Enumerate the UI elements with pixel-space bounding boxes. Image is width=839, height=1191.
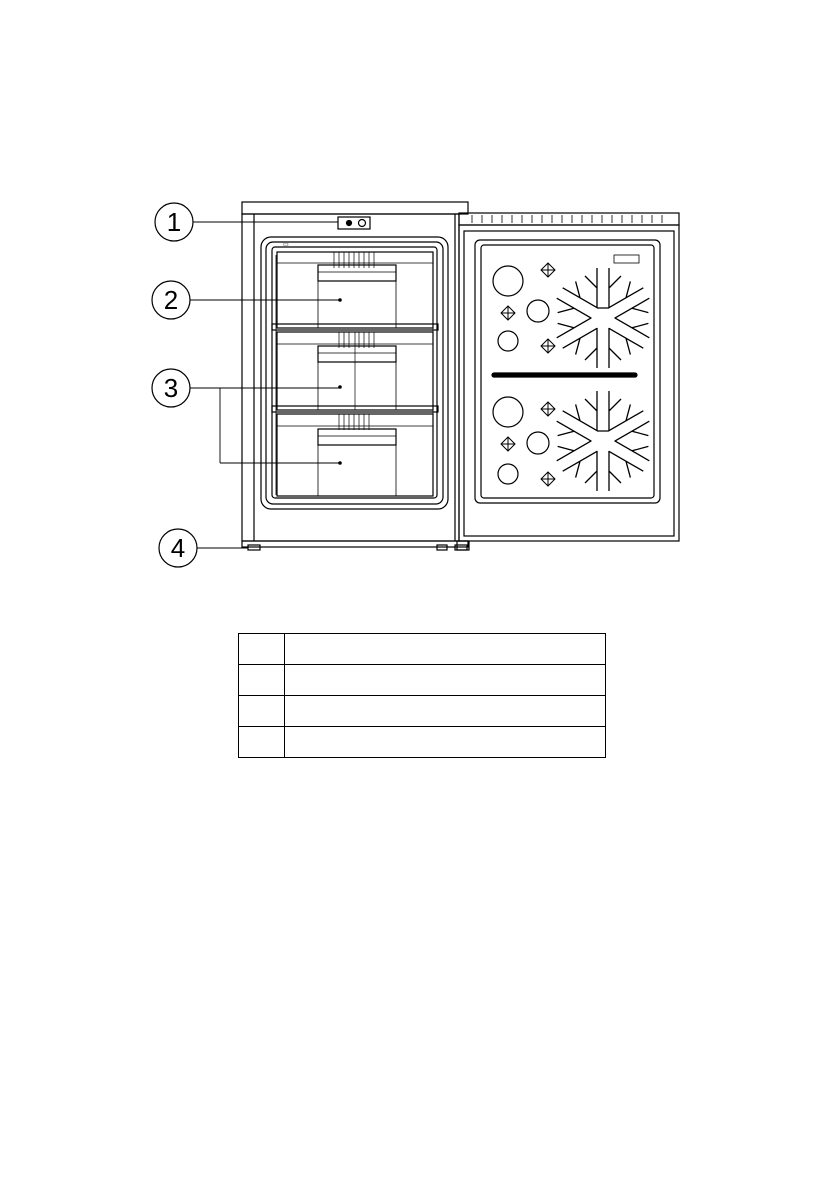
legend-row	[239, 696, 606, 727]
door-lower-pattern	[493, 397, 555, 486]
drawer-top	[272, 252, 438, 330]
legend-row-description	[285, 727, 606, 758]
snowflake-icon-lower	[551, 391, 656, 491]
legend-row-number	[239, 634, 285, 665]
callout-1-number: 1	[166, 207, 182, 237]
drawer-middle	[272, 332, 438, 412]
open-door	[457, 213, 679, 550]
callout-2	[152, 281, 190, 319]
callout-4	[159, 529, 197, 567]
legend-row-description	[285, 696, 606, 727]
legend-row	[239, 634, 606, 665]
door-upper-pattern	[493, 263, 555, 353]
callout-2-number: 2	[163, 285, 179, 315]
legend-row	[239, 665, 606, 696]
legend-row-number	[239, 727, 285, 758]
drawer-bottom	[277, 414, 433, 496]
callout-3	[152, 369, 190, 407]
callout-4-number: 4	[170, 533, 186, 563]
callout-1	[155, 203, 193, 241]
parts-legend-table	[238, 633, 606, 758]
callout-3-number: 3	[163, 373, 179, 403]
svg-text:▭: ▭	[283, 242, 289, 248]
legend-row-number	[239, 665, 285, 696]
legend-row	[239, 727, 606, 758]
snowflake-icon-upper	[551, 268, 656, 368]
legend-row-description	[285, 665, 606, 696]
legend-row-description	[285, 634, 606, 665]
legend-row-number	[239, 696, 285, 727]
